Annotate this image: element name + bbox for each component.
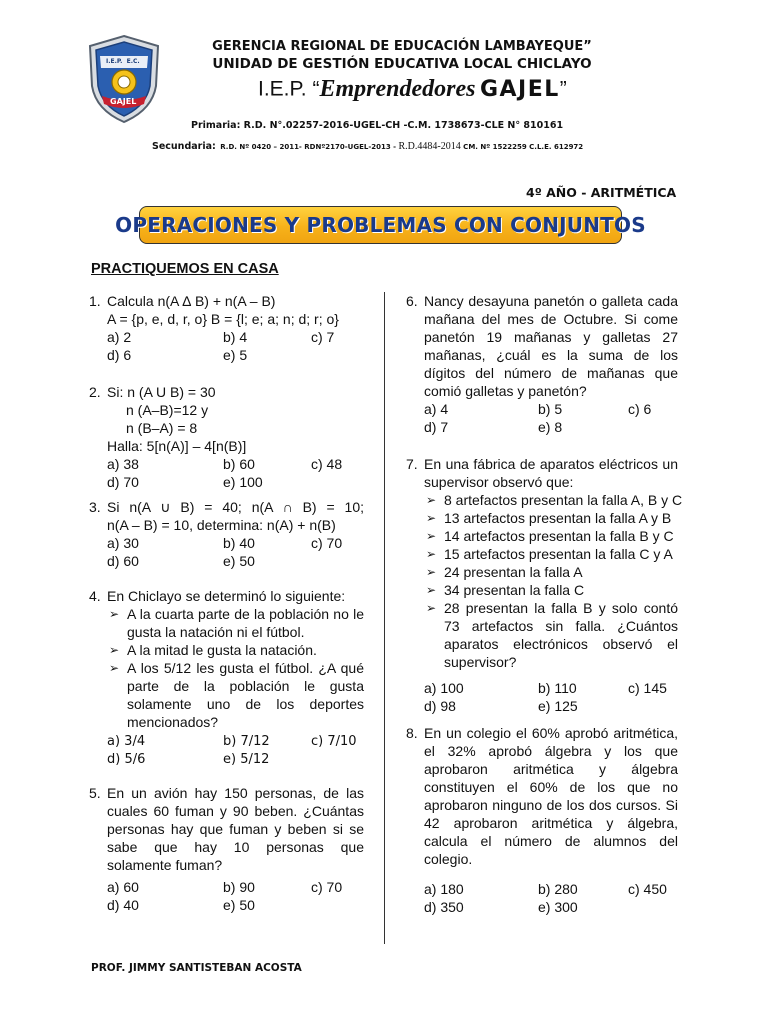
option-c: c) 145 (628, 680, 667, 696)
problem-question: n(A – B) = 10, determina: n(A) + n(B) (107, 517, 336, 533)
options-row (424, 898, 678, 916)
option-d: d) 40 (107, 897, 139, 913)
option-c: c) 70 (311, 535, 343, 551)
options-row (424, 679, 678, 697)
option-b: b) 40 (223, 535, 255, 551)
option-a: a) 30 (107, 535, 139, 551)
problem-number: 8. (406, 725, 418, 741)
option-c: c) 48 (311, 456, 343, 472)
footer-author: PROF. JIMMY SANTISTEBAN ACOSTA (91, 962, 302, 974)
problem-4 (89, 587, 364, 769)
options-row (107, 328, 364, 346)
secundaria-registration (152, 136, 583, 154)
option-a: a) 3/4 (107, 734, 146, 749)
bullet-item: ➢ A los 5/12 les gusta el fútbol. ¿A qué parte de la población le gusta solamente uno de los deportes mencionados? (107, 659, 364, 731)
topic-banner (115, 206, 646, 244)
option-d: d) 60 (107, 553, 139, 569)
school-script-name: Emprendedores (319, 76, 476, 102)
options-row (424, 400, 678, 418)
problem-number: 3. (89, 499, 101, 515)
option-a: a) 4 (424, 401, 449, 417)
option-d: d) 70 (107, 474, 139, 490)
options-row (424, 418, 678, 436)
options-row (107, 534, 364, 552)
option-b: b) 280 (538, 881, 578, 897)
bullet-item: ➢ 34 presentan la falla C (424, 581, 678, 599)
problem-statement: En un colegio el 60% aprobó aritmética, el 32% aprobó álgebra y los que aprobaron aritmética y álgebra constituyen el 60% de los que no aprobaron ninguno de los dos cursos. Si 42 aprobaron aritmética y álgebra, calcula el número de alumnos del colegio. (424, 725, 678, 867)
problem-8 (406, 724, 678, 916)
option-a: a) 60 (107, 879, 139, 895)
options-row (107, 552, 364, 570)
bullet-item: ➢ 15 artefactos presentan la falla C y A (424, 545, 678, 563)
option-d: d) 5/6 (107, 752, 146, 767)
option-b: b) 90 (223, 879, 255, 895)
school-name (258, 76, 567, 103)
problem-number: 6. (406, 293, 418, 309)
section-title: PRACTIQUEMOS EN CASA (91, 261, 279, 277)
option-e: e) 50 (223, 553, 255, 569)
option-c: c) 7 (311, 329, 335, 345)
problem-number: 7. (406, 456, 418, 472)
option-c: c) 70 (311, 879, 343, 895)
problem-statement: Si: n (A U B) = 30 (107, 384, 216, 400)
secundaria-label: Secundaria: (152, 141, 216, 152)
header-line-1: GERENCIA REGIONAL DE EDUCACIÓN LAMBAYEQUE” (212, 39, 592, 54)
problem-7 (406, 455, 683, 715)
option-a: a) 38 (107, 456, 139, 472)
option-b: b) 5 (538, 401, 563, 417)
problem-question: Halla: 5[n(A)] – 4[n(B)] (107, 438, 247, 454)
column-divider (384, 292, 385, 944)
bullet-item: ➢ 14 artefactos presentan la falla B y C (424, 527, 678, 545)
options-row (107, 346, 364, 364)
problem-condition: n (A–B)=12 y (126, 402, 209, 418)
options-row (107, 878, 364, 896)
options-row (107, 733, 364, 751)
problem-1 (89, 292, 364, 364)
problem-statement: Si n(A ∪ B) = 40; n(A ∩ B) = 10; (107, 499, 364, 515)
option-c: c) 450 (628, 881, 667, 897)
option-b: b) 4 (223, 329, 248, 345)
option-a: a) 100 (424, 680, 464, 696)
school-brand: GAJEL (479, 77, 560, 102)
options-row (107, 473, 364, 491)
problem-3 (89, 498, 364, 570)
option-b: b) 110 (538, 680, 577, 696)
bullet-item: ➢ 24 presentan la falla A (424, 563, 678, 581)
option-b: b) 7/12 (223, 734, 270, 749)
secundaria-rd-2: R.D.4484-2014 (398, 141, 461, 152)
option-d: d) 7 (424, 419, 449, 435)
option-d: d) 6 (107, 347, 132, 363)
problem-condition: n (B–A) = 8 (126, 420, 198, 436)
problem-number: 4. (89, 588, 101, 604)
grade-subject: 4º AÑO - ARITMÉTICA (526, 185, 677, 200)
option-c: c) 7/10 (311, 734, 357, 749)
problem-statement: Nancy desayuna panetón o galleta cada mañana del mes de Octubre. Si come panetón 19 mañanas y galletas 27 mañanas, ¿cuál es la suma de los dígitos del número de mañanas que comió galletas y panetón? (424, 293, 678, 399)
option-a: a) 2 (107, 329, 132, 345)
option-c: c) 6 (628, 401, 652, 417)
option-d: d) 350 (424, 899, 464, 915)
school-prefix: I.E.P. “ (258, 77, 320, 101)
option-e: e) 300 (538, 899, 578, 915)
topic-banner-title: OPERACIONES Y PROBLEMAS CON CONJUNTOS (115, 213, 646, 237)
option-e: e) 50 (223, 897, 255, 913)
problem-statement: Calcula n(A ∆ B) + n(A – B) (107, 293, 276, 309)
option-e: e) 125 (538, 698, 578, 714)
option-d: d) 98 (424, 698, 456, 714)
problem-number: 2. (89, 384, 101, 400)
secundaria-cm: CM. Nº 1522259 C.L.E. 612972 (460, 143, 584, 151)
secundaria-rd: R.D. Nº 0420 – 2011- RDNº2170-UGEL-2013 - (220, 143, 399, 151)
options-row (424, 880, 678, 898)
problem-5 (89, 784, 364, 914)
option-e: e) 5/12 (223, 752, 270, 767)
school-suffix: ” (559, 77, 567, 101)
logo-bottom-text: GAJEL (110, 97, 137, 106)
primaria-registration: Primaria: R.D. N°.02257-2016-UGEL-CH -C.M. 1738673-CLE N° 810161 (191, 120, 564, 131)
option-b: b) 60 (223, 456, 255, 472)
option-e: e) 100 (223, 474, 263, 490)
options-row (424, 697, 678, 715)
problem-statement: En Chiclayo se determinó lo siguiente: (107, 588, 346, 604)
bullet-item: ➢ A la cuarta parte de la población no le gusta la natación ni el fútbol. (107, 605, 364, 641)
options-row (107, 751, 364, 769)
problem-sets: A = {p, e, d, r, o} B = {l; e; a; n; d; r; o} (107, 311, 339, 327)
problem-2 (89, 383, 364, 491)
problem-statement: En un avión hay 150 personas, de las cuales 60 fuman y 90 beben. ¿Cuántas personas hay que fuman y beben si se sabe que hay 10 personas que solamente fuman? (107, 785, 364, 873)
option-e: e) 5 (223, 347, 248, 363)
problem-6 (406, 292, 678, 436)
options-row (107, 896, 364, 914)
bullet-item: ➢ 28 presentan la falla B y solo contó 73 artefactos sin falla. ¿Cuántos aparatos electrónicos observó el supervisor? (424, 599, 678, 671)
option-e: e) 8 (538, 419, 563, 435)
option-a: a) 180 (424, 881, 464, 897)
problem-statement: En una fábrica de aparatos eléctricos un supervisor observó que: (424, 456, 678, 490)
header-line-2: UNIDAD DE GESTIÓN EDUCATIVA LOCAL CHICLAYO (212, 56, 592, 72)
options-row (107, 455, 364, 473)
logo-top-text: I.E.P. E.C. (106, 58, 140, 65)
problem-number: 5. (89, 785, 101, 801)
bullet-item: ➢ 8 artefactos presentan la falla A, B y C (424, 491, 678, 509)
problem-number: 1. (89, 293, 101, 309)
bullet-item: ➢ A la mitad le gusta la natación. (107, 641, 364, 659)
bullet-item: ➢ 13 artefactos presentan la falla A y B (424, 509, 678, 527)
